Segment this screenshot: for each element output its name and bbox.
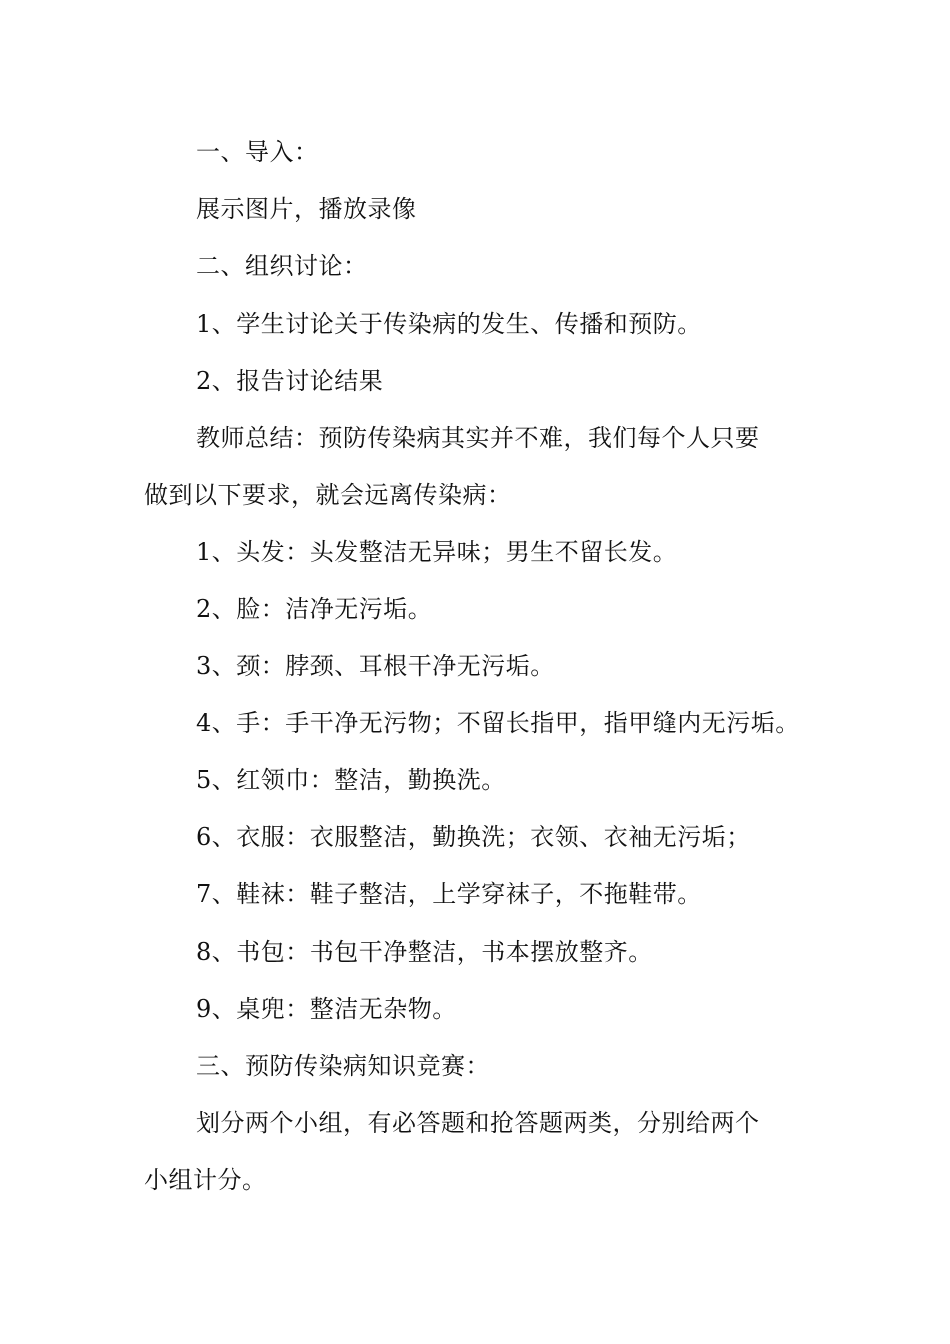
list-item: 1、学生讨论关于传染病的发生、传播和预防。 [196,310,702,338]
list-item: 3、颈：脖颈、耳根干净无污垢。 [196,652,555,680]
paragraph-line: 教师总结：预防传染病其实并不难，我们每个人只要 [196,424,760,452]
list-item: 2、脸：洁净无污垢。 [196,595,433,623]
list-item: 2、报告讨论结果 [196,367,384,395]
paragraph-line: 展示图片，播放录像 [196,195,417,223]
list-item: 9、桌兜：整洁无杂物。 [196,995,457,1023]
paragraph-line: 划分两个小组，有必答题和抢答题两类，分别给两个 [196,1109,760,1137]
list-item: 7、鞋袜：鞋子整洁，上学穿袜子，不拖鞋带。 [196,880,702,908]
paragraph-line-continued: 小组计分。 [144,1166,267,1194]
list-item: 4、手：手干净无污物；不留长指甲，指甲缝内无污垢。 [196,709,800,737]
section-heading-discussion: 二、组织讨论： [196,252,368,280]
list-item: 8、书包：书包干净整洁，书本摆放整齐。 [196,938,653,966]
section-heading-quiz: 三、预防传染病知识竞赛： [196,1052,490,1080]
list-item: 1、头发：头发整洁无异味；男生不留长发。 [196,538,678,566]
paragraph-line-continued: 做到以下要求，就会远离传染病： [144,481,512,509]
list-item: 6、衣服：衣服整洁，勤换洗；衣领、衣袖无污垢； [196,823,751,851]
list-item: 5、红领巾：整洁，勤换洗。 [196,766,506,794]
section-heading-intro: 一、导入： [196,138,319,166]
